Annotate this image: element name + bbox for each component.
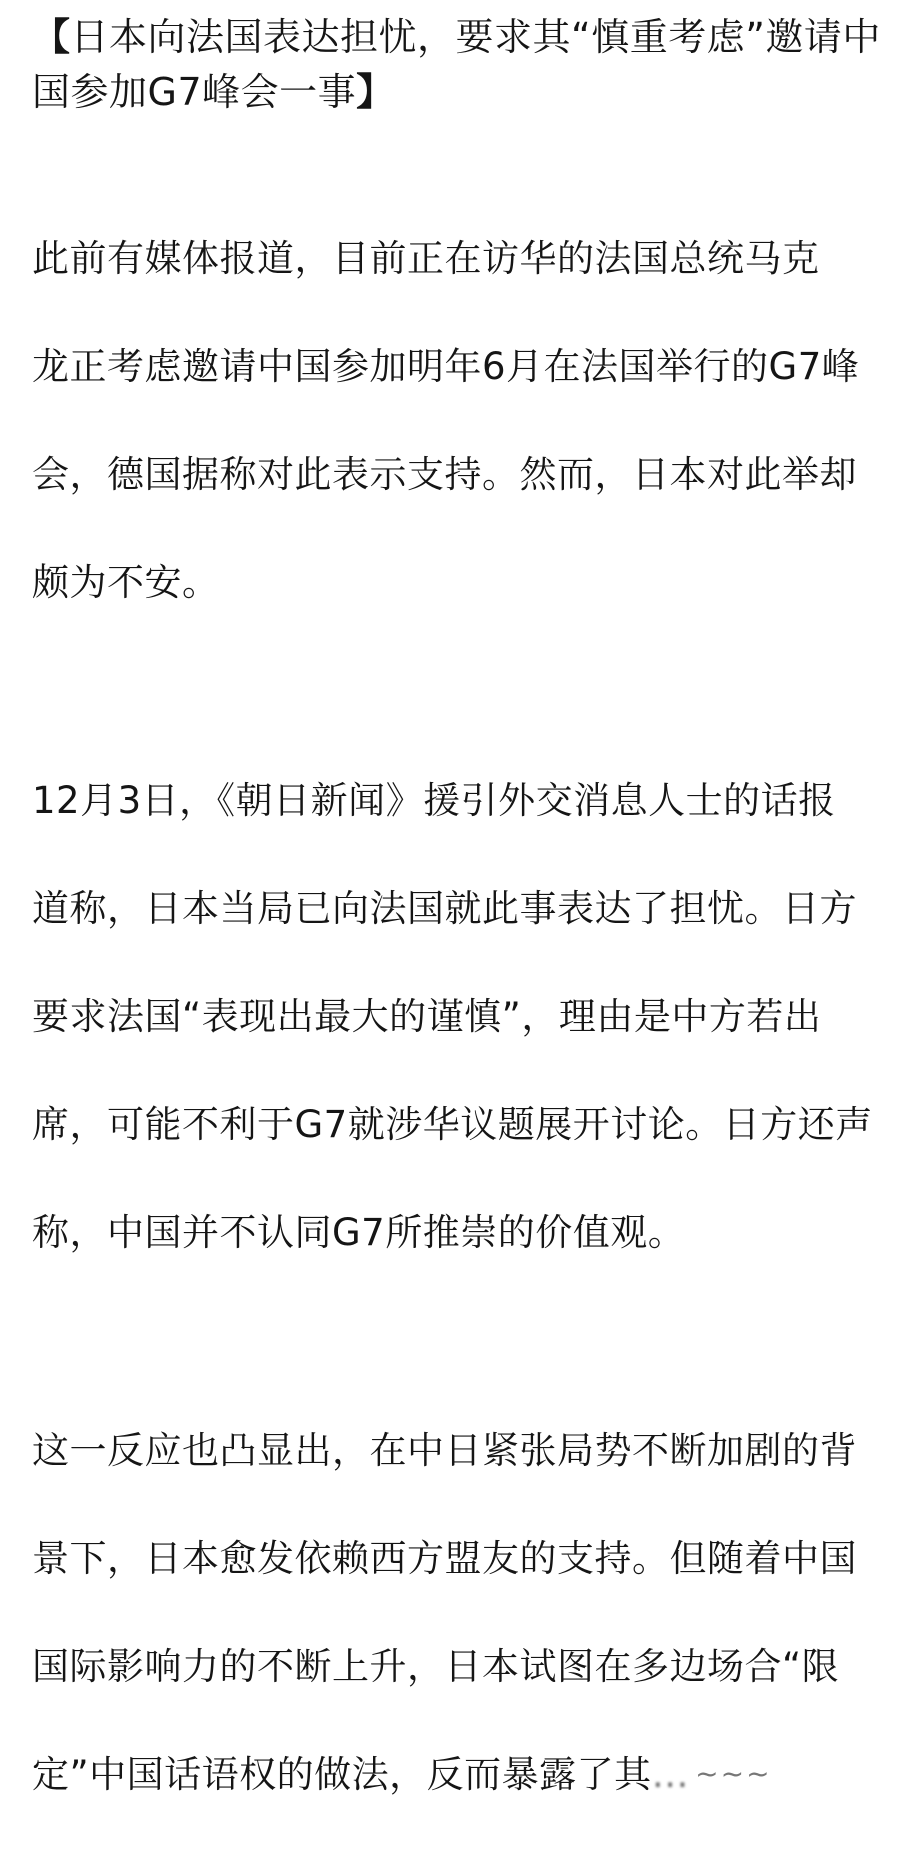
- paragraph-line: 要求法国“表现出最大的谨慎”，理由是中方若出: [32, 995, 822, 1038]
- paragraph-line: 国际影响力的不断上升，日本试图在多边场合“限: [32, 1645, 840, 1688]
- paragraph-1: [32, 178, 892, 664]
- headline-text-2: 国参加G7峰会一事: [32, 70, 357, 114]
- paragraph-line: 称，中国并不认同G7所推崇的价值观。: [32, 1211, 686, 1254]
- paragraph-line: 道称，日本当局已向法国就此事表达了担忧。日方: [32, 887, 857, 930]
- paragraph-line: 这一反应也凸显出，在中日紧张局势不断加剧的背: [32, 1429, 857, 1472]
- faded-text-blur: …: [651, 1753, 690, 1796]
- headline-line-1: [32, 10, 892, 65]
- headline-right-bracket: 】: [356, 70, 395, 114]
- faded-text: [652, 1748, 690, 1802]
- article: [32, 10, 892, 1859]
- paragraph-2: [32, 720, 892, 1314]
- headline-left-bracket: 【: [32, 15, 71, 59]
- paragraph-3: [32, 1370, 892, 1859]
- headline-text-1: 日本向法国表达担忧，要求其“慎重考虑”邀请中: [70, 15, 881, 59]
- headline-line-2: [32, 65, 892, 120]
- article-headline: [32, 10, 892, 120]
- paragraph-line: 会，德国据称对此表示支持。然而，日本对此举却: [32, 453, 857, 496]
- truncated-line: [32, 1748, 892, 1805]
- paragraph-line: 颇为不安。: [32, 561, 220, 604]
- paragraph-line: 景下，日本愈发依赖西方盟友的支持。但随着中国: [32, 1537, 857, 1580]
- paragraph-line: 此前有媒体报道，目前正在访华的法国总统马克: [32, 237, 820, 280]
- truncation-marker: ~~~: [695, 1757, 772, 1790]
- truncated-line-text: 定”中国话语权的做法，反而暴露了其: [32, 1753, 652, 1796]
- paragraph-line: 席，可能不利于G7就涉华议题展开讨论。日方还声: [32, 1103, 873, 1146]
- paragraph-line: 龙正考虑邀请中国参加明年6月在法国举行的G7峰: [32, 345, 860, 388]
- paragraph-line: 12月3日，《朝日新闻》援引外交消息人士的话报: [32, 779, 836, 822]
